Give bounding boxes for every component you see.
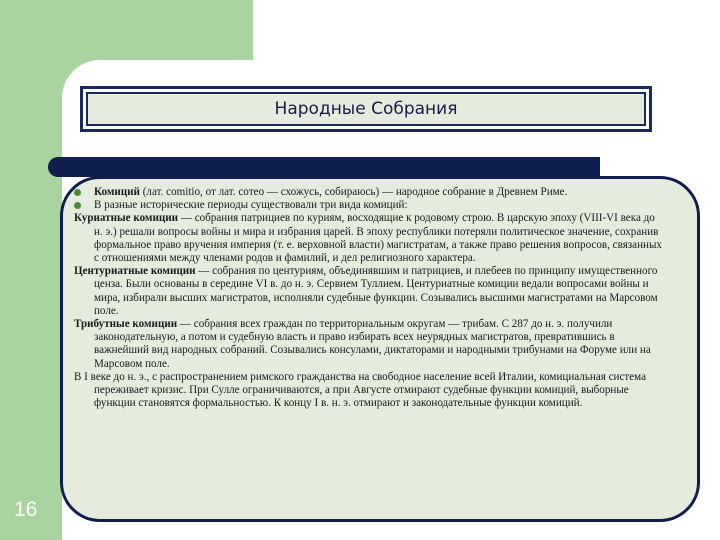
text-curiate: — собрания патрициев по куриям, восходящие к родовому строю. В царскую эпоху (VIII-VI века до н. э.) решали вопросы войны и мира и избрания царей. В эпоху республики потеряли политическое значение, сохранив формальное право вручения империя (т. е. верховной власти) магистратам, а также право решения вопросов, связанных с отношениями между членами родов и фамилий, и дел религиозного характера.	[94, 212, 662, 265]
definition-comitium: (лат. comitio, от лат. coтео — схожусь, собираюсь) — народное собрание в Древнем Риме.	[139, 186, 568, 198]
bullet-item-types	[74, 199, 662, 212]
title-box	[80, 86, 652, 132]
text-centuriate: — собрания по центуриям, объединявшим и патрициев, и плебеев по принципу имущественного ценза. Были основаны в середине VI в. до н. э. Сервием Туллием. Центуриатные комиции ведали вопросами войны и мира, избирали высших магистратов, исполняли судебные функции. Созывались высшими магистратами на Марсовом поле.	[94, 265, 658, 317]
term-centuriate: Центуриатные комиции	[74, 265, 196, 278]
term-curiate: Куриатные комиции	[74, 212, 179, 225]
bullet-item-comitium	[74, 186, 662, 199]
term-comitium: Комиций	[94, 186, 140, 198]
types-intro: В разные исторические периоды существовали три вида комиций:	[94, 199, 408, 212]
title-inner	[86, 92, 646, 126]
bullet-icon	[74, 202, 81, 209]
paragraph-closing: В I веке до н. э., с распространением римского гражданства на свободное население всей Италии, комициальная система переживает кризис. При Сулле ограничиваются, а при Августе отмирают судебные функции комиций, выборные функции становятся формальностью. К концу I в. н. э. отмирают и законодательные функции комиций.	[74, 370, 647, 410]
decorative-bar	[48, 157, 600, 177]
paragraph-curiate	[74, 212, 662, 265]
bullet-icon	[74, 189, 81, 196]
term-tribal: Трибутные комиции	[74, 318, 178, 331]
slide-title: Народные Собрания	[274, 99, 458, 119]
text-tribal: — собрания всех граждан по территориальным округам — трибам. С 287 до н. э. получили законодательную, а потом и судебную власть и право избирать всех неурядных магистратов, превратившись в важнейший вид народных собраний. Созывались консулами, диктаторами и народными трибунами на Форуме или на Марсовом поле.	[94, 318, 651, 370]
slide-number: 16	[14, 498, 38, 521]
content-text	[74, 186, 662, 410]
paragraph-tribal	[74, 318, 662, 371]
paragraph-centuriate	[74, 265, 662, 318]
